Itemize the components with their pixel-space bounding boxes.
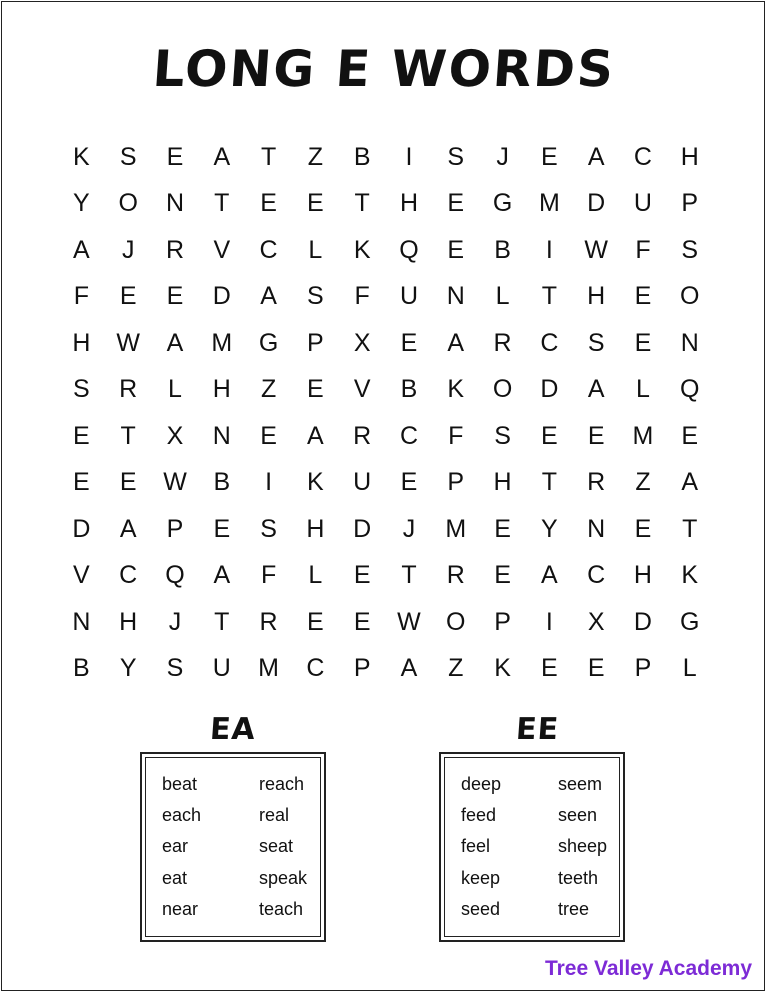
grid-letter: S (73, 375, 90, 404)
grid-letter: R (165, 235, 185, 264)
grid-letter: C (399, 421, 418, 450)
grid-letter: J (168, 607, 182, 636)
grid-letter: T (541, 282, 557, 311)
grid-letter: F (448, 421, 464, 450)
grid-letter: H (72, 328, 91, 357)
grid-letter: A (166, 328, 184, 357)
grid-letter: P (307, 328, 324, 357)
ee-word-column-2 (558, 774, 655, 930)
grid-letter: E (166, 282, 184, 311)
grid-letter: H (399, 189, 418, 218)
word-list-item: eat (162, 867, 188, 888)
grid-letter: Y (73, 189, 90, 218)
word-list-item: seed (461, 898, 501, 919)
grid-letter: E (260, 189, 277, 218)
grid-letter: L (308, 561, 323, 590)
grid-letter: E (447, 189, 465, 218)
grid-letter: M (258, 654, 279, 683)
grid-letter: B (73, 654, 90, 683)
word-list-item: feel (461, 836, 491, 857)
grid-letter: S (681, 235, 699, 264)
ea-word-column-1 (162, 774, 259, 930)
grid-letter: S (447, 142, 465, 171)
grid-letter: I (545, 235, 553, 264)
grid-letter: P (634, 654, 652, 683)
grid-letter: T (214, 189, 230, 218)
grid-letter: T (401, 561, 417, 590)
grid-letter: A (400, 654, 418, 683)
grid-letter: C (119, 561, 138, 590)
grid-letter: E (307, 189, 324, 218)
grid-letter: R (587, 468, 606, 497)
grid-letter: M (538, 189, 560, 218)
grid-letter: E (400, 468, 418, 497)
grid-letter: R (119, 375, 138, 404)
grid-letter: E (166, 142, 184, 171)
grid-letter: K (307, 468, 324, 497)
grid-letter: B (494, 235, 511, 264)
grid-letter: H (680, 142, 699, 171)
grid-letter: W (163, 468, 187, 497)
grid-letter: L (308, 235, 323, 264)
grid-letter: V (353, 375, 371, 404)
grid-letter: L (636, 375, 650, 404)
grid-letter: F (260, 561, 277, 590)
grid-letter: D (72, 514, 91, 543)
grid-letter: P (494, 607, 511, 636)
grid-letter: E (213, 514, 231, 543)
grid-letter: F (354, 282, 370, 311)
word-list-item: real (259, 805, 290, 826)
word-list-item: teeth (558, 867, 599, 888)
grid-letter: N (212, 421, 231, 450)
word-list-item: ear (162, 836, 189, 857)
grid-letter: E (73, 421, 90, 450)
grid-letter: A (587, 142, 605, 171)
grid-letter: E (541, 654, 558, 683)
grid-letter: Z (448, 654, 464, 683)
grid-letter: T (682, 514, 698, 543)
grid-letter: D (587, 189, 606, 218)
grid-letter: J (402, 514, 416, 543)
word-list-item: speak (259, 867, 308, 888)
grid-letter: S (307, 282, 324, 311)
grid-letter: D (212, 282, 231, 311)
grid-letter: E (587, 654, 605, 683)
grid-letter: H (633, 561, 652, 590)
grid-letter: E (400, 328, 418, 357)
grid-letter: A (119, 514, 137, 543)
grid-letter: V (213, 235, 231, 264)
grid-letter: S (494, 421, 511, 450)
grid-letter: K (494, 654, 511, 683)
grid-letter: E (447, 235, 465, 264)
grid-letter: U (633, 189, 652, 218)
grid-letter: E (587, 421, 605, 450)
grid-letter: A (447, 328, 465, 357)
word-list-item: feed (461, 805, 497, 826)
grid-letter: L (495, 282, 510, 311)
grid-letter: U (212, 654, 231, 683)
grid-letter: A (213, 142, 231, 171)
grid-letter: J (121, 235, 135, 264)
grid-letter: Q (165, 561, 185, 590)
grid-letter: K (447, 375, 465, 404)
grid-letter: H (306, 514, 325, 543)
grid-letter: S (119, 142, 137, 171)
grid-letter: A (260, 282, 277, 311)
grid-letter: E (307, 607, 324, 636)
grid-letter: I (265, 468, 273, 497)
word-list-item: beat (162, 774, 198, 794)
grid-letter: R (259, 607, 278, 636)
grid-letter: E (119, 282, 137, 311)
grid-letter: Q (680, 375, 700, 404)
grid-letter: R (353, 421, 372, 450)
grid-letter: P (166, 514, 184, 543)
grid-letter: C (306, 654, 325, 683)
ea-word-box (140, 752, 326, 942)
grid-letter: E (634, 328, 652, 357)
grid-letter: E (634, 282, 652, 311)
grid-letter: S (166, 654, 184, 683)
grid-letter: A (541, 561, 558, 590)
ee-word-box (439, 752, 625, 942)
grid-letter: E (634, 514, 652, 543)
grid-letter: C (587, 561, 606, 590)
grid-letter: B (213, 468, 231, 497)
grid-letter: Y (541, 514, 558, 543)
grid-letter: Y (119, 654, 137, 683)
grid-letter: G (492, 189, 513, 218)
grid-letter: H (119, 607, 138, 636)
grid-letter: E (73, 468, 90, 497)
grid-letter: L (682, 654, 697, 683)
grid-letter: W (116, 328, 140, 357)
grid-letter: R (493, 328, 512, 357)
grid-letter: I (405, 142, 413, 171)
grid-letter: B (400, 375, 418, 404)
grid-letter: L (168, 375, 182, 404)
grid-letter: T (120, 421, 136, 450)
grid-letter: Q (399, 235, 419, 264)
grid-letter: H (212, 375, 231, 404)
grid-letter: C (540, 328, 559, 357)
word-list-item: keep (461, 867, 501, 888)
grid-letter: Z (635, 468, 651, 497)
word-list-item: seem (558, 774, 603, 794)
grid-letter: P (681, 189, 699, 218)
grid-letter: U (353, 468, 372, 497)
grid-letter: E (541, 142, 558, 171)
grid-letter: S (260, 514, 277, 543)
grid-letter: C (633, 142, 652, 171)
grid-letter: K (681, 561, 699, 590)
grid-letter: I (545, 607, 553, 636)
grid-letter: M (632, 421, 654, 450)
grid-letter: X (353, 328, 371, 357)
grid-letter: T (260, 142, 277, 171)
word-list-item: sheep (558, 836, 608, 857)
grid-letter: E (353, 561, 371, 590)
grid-letter: K (73, 142, 90, 171)
grid-letter: H (493, 468, 512, 497)
grid-letter: F (635, 235, 651, 264)
grid-letter: E (307, 375, 324, 404)
word-list-item: teach (259, 898, 304, 919)
grid-letter: H (587, 282, 606, 311)
grid-letter: M (445, 514, 467, 543)
ea-word-column-2 (259, 774, 356, 930)
grid-letter: R (446, 561, 465, 590)
grid-letter: A (587, 375, 605, 404)
grid-letter: A (681, 468, 699, 497)
ea-heading: EA (208, 712, 257, 747)
grid-letter: A (73, 235, 90, 264)
grid-letter: T (214, 607, 230, 636)
word-list-item: tree (558, 898, 590, 919)
grid-letter: K (353, 235, 371, 264)
grid-letter: W (584, 235, 608, 264)
grid-letter: O (118, 189, 138, 218)
grid-letter: N (446, 282, 465, 311)
grid-letter: V (73, 561, 90, 590)
grid-letter: N (680, 328, 699, 357)
grid-letter: O (492, 375, 513, 404)
grid-letter: E (494, 561, 511, 590)
grid-letter: X (587, 607, 605, 636)
grid-letter: N (72, 607, 91, 636)
grid-letter: A (307, 421, 324, 450)
letter-grid (58, 134, 713, 692)
grid-letter: P (447, 468, 465, 497)
grid-letter: B (353, 142, 371, 171)
word-list-item: near (162, 898, 199, 919)
grid-letter: O (680, 282, 700, 311)
grid-letter: E (681, 421, 699, 450)
brand-footer: Tree Valley Academy (544, 957, 752, 980)
grid-letter: D (353, 514, 372, 543)
grid-letter: T (354, 189, 370, 218)
grid-letter: N (587, 514, 606, 543)
grid-letter: J (496, 142, 509, 171)
grid-letter: E (541, 421, 558, 450)
grid-letter: N (165, 189, 185, 218)
word-list-item: reach (259, 774, 305, 794)
grid-letter: Z (307, 142, 324, 171)
grid-letter: D (540, 375, 559, 404)
grid-letter: G (680, 607, 700, 636)
word-list-item: seen (558, 805, 598, 826)
grid-letter: E (119, 468, 137, 497)
grid-letter: D (633, 607, 652, 636)
grid-letter: M (211, 328, 233, 357)
grid-letter: G (258, 328, 279, 357)
grid-letter: X (166, 421, 184, 450)
grid-letter: F (73, 282, 90, 311)
grid-letter: C (259, 235, 278, 264)
word-list-item: each (162, 805, 202, 826)
grid-letter: E (494, 514, 511, 543)
grid-letter: E (353, 607, 371, 636)
grid-letter: P (353, 654, 371, 683)
word-list-item: seat (259, 836, 294, 857)
grid-letter: A (213, 561, 231, 590)
ee-word-column-1 (461, 774, 558, 930)
word-list-item: deep (461, 774, 502, 794)
grid-letter: E (260, 421, 277, 450)
grid-letter: S (587, 328, 605, 357)
grid-letter: Z (260, 375, 277, 404)
grid-letter: W (397, 607, 421, 636)
grid-letter: U (399, 282, 418, 311)
grid-letter: T (541, 468, 557, 497)
page-title: LONG E WORDS (150, 40, 618, 98)
grid-letter: O (446, 607, 466, 636)
ee-heading: EE (514, 712, 561, 747)
